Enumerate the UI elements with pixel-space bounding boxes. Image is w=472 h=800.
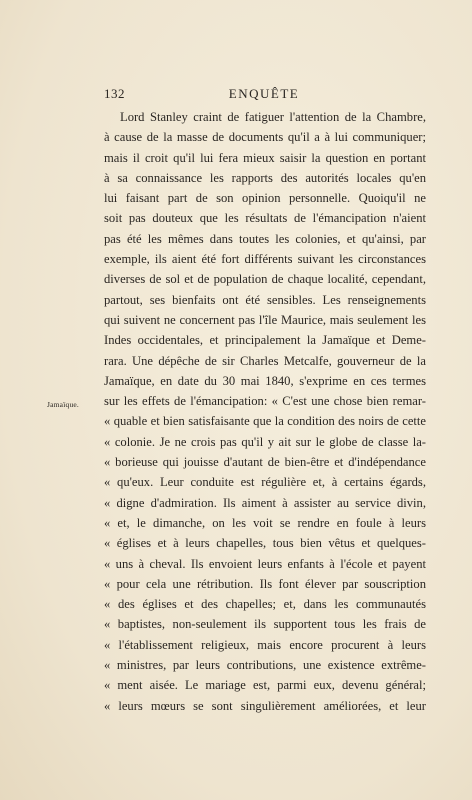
text-line: « l'établissement religieux, mais encore procurent à leurs [104,637,426,652]
text-line: « baptistes, non-seulement ils supportent tous les frais de [104,617,426,632]
text-line: à sa connaissance les rapports des autorités locales qu'en [104,170,426,185]
text-line: « colonie. Je ne crois pas qu'il y ait sur le globe de classe la- [104,434,426,449]
text-line: « uns à cheval. Ils envoient leurs enfants à l'école et payent [104,556,426,571]
text-line: Indes occidentales, et principalement la Jamaïque et Deme- [104,333,426,348]
text-line: « ment aisée. Le mariage est, parmi eux, devenu général; [104,678,426,693]
text-line: exemple, ils aient été fort différents suivant les circonstances [104,252,426,267]
text-line: « et, le dimanche, on les voit se rendre en foule à leurs [104,515,426,530]
text-line: « leurs mœurs se sont singulièrement améliorées, et leur [104,698,426,713]
text-line: à cause de la masse de documents qu'il a à lui communiquer; [104,130,426,145]
text-line: partout, ses bienfaits ont été sensibles. Les renseignements [104,292,426,307]
text-line: « qu'eux. Leur conduite est régulière et, à certains égards, [104,475,426,490]
text-line: « églises et à leurs chapelles, tous bien vêtus et quelques- [104,536,426,551]
text-line: « ministres, par leurs contributions, une existence extrême- [104,658,426,673]
page-body [104,107,426,716]
text-line: rara. Une dépêche de sir Charles Metcalfe, gouverneur de la [104,353,426,368]
text-line: « borieuse qui jouisse d'autant de bien-être et d'indépendance [104,455,426,470]
text-line: Lord Stanley craint de fatiguer l'attention de la Chambre, [120,110,426,124]
text-line: mais il croit qu'il lui fera mieux saisir la question en portant [104,150,426,165]
text-line: soit pas douteux que les résultats de l'émancipation n'aient [104,211,426,226]
text-line: « digne d'admiration. Ils aiment à assister au service divin, [104,495,426,510]
text-line: qui suivent ne concernent pas l'île Maurice, mais seulement les [104,312,426,327]
text-line: pas été les mêmes dans toutes les colonies, et qu'ainsi, par [104,231,426,246]
text-line: lui faisant part de son opinion personnelle. Quoiqu'il ne [104,191,426,206]
running-head: ENQUÊTE [228,86,300,101]
text-line: diverses de sol et de population de chaque localité, cependant, [104,272,426,287]
margin-note: Jamaïque. [47,400,79,409]
text-line: « pour cela une rétribution. Ils font élever par souscription [104,576,426,591]
text-line: « des églises et des chapelles; et, dans les communautés [104,597,426,612]
text-line: Jamaïque, en date du 30 mai 1840, s'exprime en ces termes [104,373,426,388]
page-header [104,86,424,104]
page-number: 132 [104,86,125,101]
text-line: sur les effets de l'émancipation: « C'est une chose bien remar- [104,394,426,409]
text-line: « quable et bien satisfaisante que la condition des noirs de cette [104,414,426,429]
